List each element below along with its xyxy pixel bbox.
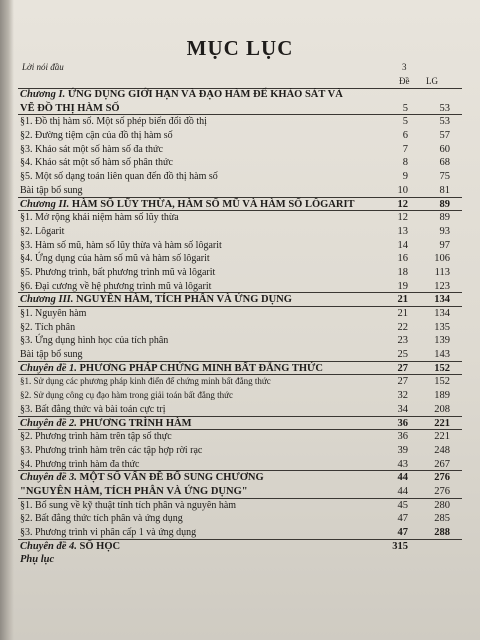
toc-section-row	[20, 444, 472, 458]
toc-section-row	[20, 143, 472, 157]
toc-entry-text: VẼ ĐỒ THỊ HÀM SỐ	[20, 102, 120, 114]
toc-entry-text: §5. Phương trình, bất phương trình mũ và lôgarit	[20, 266, 216, 278]
toc-chapter-row	[20, 102, 472, 116]
toc-entry-title	[20, 458, 139, 472]
toc-chapter-row	[20, 417, 472, 431]
toc-page-lg: 276	[434, 472, 450, 484]
toc-entry-title	[20, 526, 196, 540]
toc-page-de: 8	[402, 157, 408, 169]
toc-page-lg: 152	[434, 362, 450, 374]
toc-entry-text: §1. Sử dụng các phương pháp kinh điển để chứng minh bất đẳng thức	[20, 376, 271, 387]
toc-list	[20, 88, 472, 567]
toc-page-de: 25	[397, 349, 408, 361]
toc-page-lg: 113	[434, 266, 450, 278]
toc-page-de: 45	[397, 499, 408, 511]
toc-page-de: 43	[397, 458, 408, 470]
toc-page-de: 6	[402, 130, 408, 142]
toc-page-lg: 285	[434, 513, 450, 525]
toc-entry-title	[20, 239, 222, 253]
toc-page-de: 44	[397, 485, 408, 497]
toc-entry-text: MỘT SỐ VẤN ĐỀ BỔ SUNG CHƯƠNG	[76, 472, 264, 484]
toc-section-row	[20, 156, 472, 170]
toc-entry-text: Bài tập bổ sung	[20, 349, 83, 361]
toc-page-de: 36	[397, 431, 408, 443]
toc-page-de: 12	[397, 212, 408, 224]
toc-entry-title	[20, 321, 75, 335]
toc-entry-lead: Chuyên đề 1.	[20, 362, 77, 374]
toc-page-lg: 97	[439, 239, 450, 251]
toc-entry-title	[20, 280, 211, 294]
toc-entry-title	[20, 156, 173, 170]
toc-page-de: 47	[397, 513, 408, 525]
toc-chapter-row	[20, 293, 472, 307]
toc-page-lg: 276	[434, 485, 450, 497]
toc-entry-title	[20, 129, 173, 143]
toc-entry-text: §2. Lôgarit	[20, 225, 65, 237]
toc-entry-text: SỐ HỌC	[76, 540, 121, 552]
toc-page-de: 23	[397, 335, 408, 347]
toc-entry-title	[20, 170, 218, 184]
toc-entry-title	[20, 499, 236, 513]
toc-page-de: 7	[402, 143, 408, 155]
toc-section-row	[20, 375, 472, 389]
toc-page-lg: 68	[439, 157, 450, 169]
toc-page-lg: 248	[434, 444, 450, 456]
toc-chapter-row	[20, 540, 472, 554]
toc-page-lg: 280	[434, 499, 450, 511]
toc-page-lg: 53	[439, 102, 450, 114]
toc-section-row	[20, 334, 472, 348]
toc-entry-text: §1. Đồ thị hàm số. Một số phép biến đổi đồ thị	[20, 116, 207, 128]
toc-entry-title	[20, 389, 233, 403]
toc-page-de: 21	[397, 308, 408, 319]
toc-page-lg: 81	[439, 184, 450, 196]
toc-entry-text: §3. Hàm số mũ, hàm số lũy thừa và hàm số lôgarit	[20, 239, 222, 251]
toc-entry-title	[20, 471, 264, 485]
toc-section-row	[20, 280, 472, 294]
toc-entry-lead: Chuyên đề 4.	[20, 540, 77, 552]
toc-entry-text: §2. Tích phân	[20, 321, 76, 333]
toc-page-lg: 57	[439, 130, 450, 142]
toc-entry-text: §2. Đường tiệm cận của đồ thị hàm số	[20, 130, 173, 142]
toc-entry-title	[20, 184, 83, 198]
toc-section-row	[20, 348, 472, 362]
toc-entry-title	[20, 88, 343, 102]
toc-entry-title	[20, 252, 210, 266]
toc-page-de: 22	[397, 321, 408, 333]
toc-page-de: 32	[397, 390, 408, 402]
toc-section-row	[20, 430, 472, 444]
toc-chapter-row	[20, 553, 472, 567]
toc-page-de: 18	[397, 266, 408, 278]
toc-entry-title	[20, 362, 323, 376]
toc-entry-title	[20, 348, 83, 362]
toc-entry-title	[20, 307, 86, 321]
toc-page-lg: 135	[434, 321, 450, 333]
toc-entry-title	[20, 430, 172, 444]
toc-page-lg: 288	[434, 527, 450, 538]
toc-page-de: 14	[397, 239, 408, 251]
toc-section-row	[20, 389, 472, 403]
toc-page-de: 16	[397, 253, 408, 265]
toc-page-lg: 189	[434, 390, 450, 402]
toc-entry-text: §1. Bổ sung về kỹ thuật tính tích phân và nguyên hàm	[20, 499, 237, 511]
toc-section-row	[20, 129, 472, 143]
toc-entry-title	[20, 417, 192, 431]
toc-page-de: 34	[397, 403, 408, 415]
toc-page-lg: 221	[434, 431, 450, 443]
toc-section-row	[20, 499, 472, 513]
toc-entry-text: §3. Khảo sát một số hàm số đa thức	[20, 143, 163, 155]
toc-section-row	[20, 115, 472, 129]
toc-entry-lead: Chương I.	[20, 89, 66, 100]
toc-page-de: 315	[392, 540, 408, 552]
toc-entry-title	[20, 211, 179, 225]
toc-entry-title	[20, 375, 271, 389]
toc-page-de: 10	[397, 184, 408, 196]
toc-page-lg: 139	[434, 335, 450, 347]
column-header-lg: LG	[426, 76, 438, 86]
toc-section-row	[20, 307, 472, 321]
toc-entry-text: §2. Phương trình hàm trên tập số thực	[20, 431, 172, 443]
toc-entry-text: §5. Một số dạng toán liên quan đến đồ thị hàm số	[20, 171, 218, 183]
toc-page-lg: 208	[434, 403, 450, 415]
toc-entry-lead: Chương II.	[20, 198, 70, 210]
toc-page-de: 47	[397, 527, 408, 538]
toc-page-de: 5	[402, 102, 408, 114]
toc-entry-text: HÀM SỐ LŨY THỪA, HÀM SỐ MŨ VÀ HÀM SỐ LÔGARIT	[69, 198, 355, 210]
toc-entry-title	[20, 553, 54, 567]
toc-section-row	[20, 321, 472, 335]
toc-section-row	[20, 526, 472, 540]
book-spine-shadow	[0, 0, 14, 640]
toc-page-lg: 60	[439, 143, 450, 155]
toc-page-lg: 134	[434, 294, 450, 306]
toc-chapter-row	[20, 471, 472, 485]
toc-section-row	[20, 458, 472, 472]
toc-page-lg: 123	[434, 280, 450, 292]
toc-page-de: 5	[402, 116, 408, 128]
toc-entry-lead: Chuyên đề 3.	[20, 472, 77, 484]
toc-chapter-row	[20, 485, 472, 499]
toc-entry-text: Bài tập bổ sung	[20, 184, 83, 196]
toc-chapter-row	[20, 362, 472, 376]
toc-section-row	[20, 403, 472, 417]
toc-page-de: 19	[397, 280, 408, 292]
toc-entry-title	[20, 444, 202, 458]
intro-page-number: 3	[402, 62, 407, 72]
toc-entry-text: §3. Phương trình hàm trên các tập hợp rời rạc	[20, 444, 203, 456]
toc-page-de: 9	[402, 171, 408, 183]
toc-section-row	[20, 170, 472, 184]
toc-entry-title	[20, 102, 120, 116]
toc-entry-title	[20, 512, 183, 526]
toc-entry-text: "NGUYÊN HÀM, TÍCH PHÂN VÀ ỨNG DỤNG"	[20, 485, 248, 497]
toc-entry-title	[20, 225, 64, 239]
toc-entry-lead: Chương III.	[20, 294, 74, 306]
toc-page-lg: 53	[439, 116, 450, 128]
toc-page-lg: 221	[434, 417, 450, 429]
toc-entry-title	[20, 403, 166, 417]
toc-page-de: 36	[397, 417, 408, 429]
toc-entry-text: §1. Nguyên hàm	[20, 308, 87, 319]
toc-entry-title	[20, 198, 355, 212]
toc-entry-lead: Phụ lục	[20, 554, 55, 566]
toc-page-lg: 106	[434, 253, 450, 265]
toc-entry-title	[20, 115, 207, 129]
toc-entry-text: §4. Phương trình hàm đa thức	[20, 458, 140, 470]
toc-entry-text: NGUYÊN HÀM, TÍCH PHÂN VÀ ỨNG DỤNG	[73, 294, 292, 306]
page-title: MỤC LỤC	[186, 36, 294, 60]
toc-page-de: 39	[397, 444, 408, 456]
toc-page-lg: 75	[439, 171, 450, 183]
column-header-de: Đề	[399, 76, 410, 86]
toc-page-lg: 267	[434, 458, 450, 470]
toc-entry-title	[20, 266, 215, 280]
intro-label: Lời nói đầu	[22, 62, 64, 72]
toc-entry-text: §2. Bất đẳng thức tích phân và ứng dụng	[20, 513, 183, 525]
toc-page-lg: 134	[434, 308, 450, 319]
toc-section-row	[20, 184, 472, 198]
toc-page-de: 44	[397, 472, 408, 484]
toc-chapter-row	[20, 88, 472, 102]
toc-entry-text: §6. Đại cương về hệ phương trình mũ và lôgarit	[20, 280, 212, 292]
toc-page-de: 27	[397, 362, 408, 374]
toc-page-de: 12	[397, 198, 408, 210]
toc-entry-title	[20, 334, 168, 348]
toc-entry-text: §3. Ứng dụng hình học của tích phân	[20, 335, 169, 347]
toc-section-row	[20, 211, 472, 225]
toc-page-lg: 89	[439, 198, 450, 210]
toc-section-row	[20, 252, 472, 266]
toc-page-lg: 152	[434, 376, 450, 388]
toc-entry-text: §3. Phương trình vi phân cấp 1 và ứng dụng	[20, 527, 197, 538]
toc-page-lg: 143	[434, 349, 450, 361]
toc-page-de: 21	[397, 294, 408, 306]
toc-entry-title	[20, 485, 248, 499]
toc-page-lg: 89	[439, 212, 450, 224]
toc-entry-title	[20, 293, 292, 307]
toc-page-lg: 93	[439, 225, 450, 237]
toc-entry-text: §4. Ứng dụng của hàm số mũ và hàm số lôgarit	[20, 253, 210, 265]
toc-section-row	[20, 225, 472, 239]
toc-chapter-row	[20, 198, 472, 212]
toc-page-de: 13	[397, 225, 408, 237]
toc-entry-text: §3. Bất đẳng thức và bài toán cực trị	[20, 403, 166, 415]
toc-entry-text: PHƯƠNG PHÁP CHỨNG MINH BẤT ĐẲNG THỨC	[76, 362, 323, 374]
toc-entry-lead: Chuyên đề 2.	[20, 417, 77, 429]
toc-entry-text: ỨNG DỤNG GIỚI HẠN VÀ ĐẠO HÀM ĐỂ KHẢO SÁT VÀ	[65, 89, 343, 100]
toc-entry-title	[20, 143, 163, 157]
toc-entry-text: PHƯƠNG TRÌNH HÀM	[76, 417, 192, 429]
toc-entry-text: §2. Sử dụng công cụ đạo hàm trong giải toán bất đẳng thức	[20, 390, 233, 401]
toc-entry-text: §4. Khảo sát một số hàm số phân thức	[20, 157, 173, 169]
toc-section-row	[20, 239, 472, 253]
toc-entry-text: §1. Mở rộng khái niệm hàm số lũy thừa	[20, 212, 179, 224]
toc-section-row	[20, 266, 472, 280]
toc-section-row	[20, 512, 472, 526]
toc-entry-title	[20, 540, 120, 554]
toc-page-de: 27	[397, 376, 408, 388]
